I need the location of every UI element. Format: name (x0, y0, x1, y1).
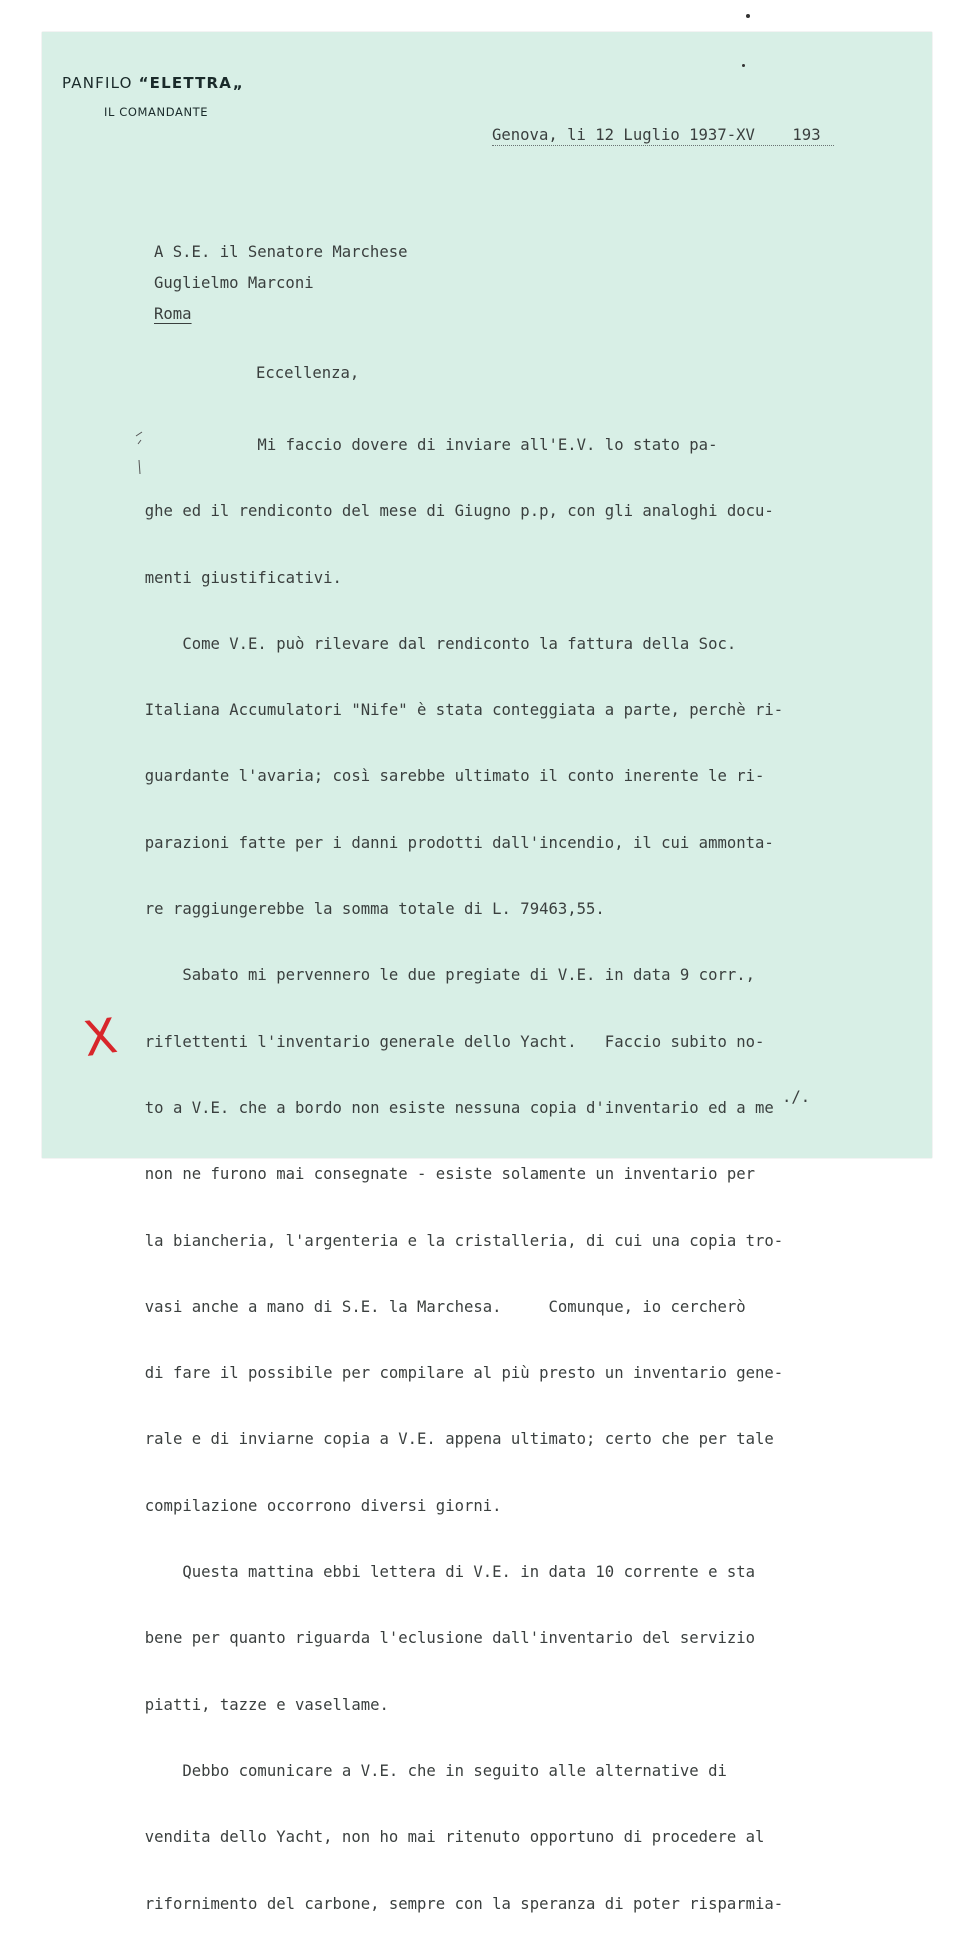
recipient-line-2: Guglielmo Marconi (154, 274, 314, 292)
date-line: Genova, li 12 Luglio 1937-XV 193 (492, 126, 834, 146)
body-line: vendita dello Yacht, non ho mai ritenuto opportuno di procedere al (126, 1828, 765, 1847)
body-line: Italiana Accumulatori "Nife" è stata conteggiata a parte, perchè ri- (126, 701, 784, 720)
body-line: Debbo comunicare a V.E. che in seguito alle alternative di (126, 1761, 727, 1780)
body-line: Mi faccio dovere di inviare all'E.V. lo stato pa- (126, 436, 718, 454)
body-line: guardante l'avaria; così sarebbe ultimato il conto inerente le ri- (126, 767, 765, 786)
red-x-annotation: X (80, 1007, 121, 1069)
recipient-line-3: Roma (154, 305, 192, 323)
body-line: Sabato mi pervennero le due pregiate di V.E. in data 9 corr., (126, 966, 756, 985)
margin-pencil-mark (134, 430, 144, 474)
salutation: Eccellenza, (256, 364, 360, 382)
body-line: piatti, tazze e vasellame. (126, 1695, 389, 1714)
body-line: parazioni fatte per i danni prodotti dall'incendio, il cui ammonta- (126, 833, 774, 852)
letterhead-vessel (62, 74, 244, 92)
body-line: Questa mattina ebbi lettera di V.E. in data 10 corrente e sta (126, 1563, 756, 1582)
body-line: non ne furono mai consegnate - esiste solamente un inventario per (126, 1165, 756, 1184)
recipient-line-1: A S.E. il Senatore Marchese (154, 243, 408, 261)
letterhead-role: IL COMANDANTE (104, 105, 209, 119)
paper-speck (742, 64, 745, 67)
letter-body (126, 394, 783, 1937)
body-line: rale e di inviarne copia a V.E. appena ultimato; certo che per tale (126, 1430, 774, 1449)
letterhead-prefix: PANFILO (62, 74, 139, 92)
body-line: vasi anche a mano di S.E. la Marchesa. Comunque, io cercherò (126, 1297, 746, 1316)
body-line: ghe ed il rendiconto del mese di Giugno p.p, con gli analoghi docu- (126, 502, 774, 521)
continuation-mark: ./. (782, 1088, 811, 1106)
body-line: bene per quanto riguarda l'eclusione dall'inventario del servizio (126, 1629, 756, 1648)
body-line: Come V.E. può rilevare dal rendiconto la fattura della Soc. (126, 634, 737, 653)
body-line: menti giustificativi. (126, 568, 342, 587)
body-line: re raggiungerebbe la somma totale di L. 79463,55. (126, 900, 605, 919)
paper-speck (746, 14, 750, 18)
body-line: di fare il possibile per compilare al più presto un inventario gene- (126, 1364, 784, 1383)
body-line: riflettenti l'inventario generale dello Yacht. Faccio subito no- (126, 1032, 765, 1051)
letterhead-vessel-name: “ELETTRA„ (138, 74, 244, 92)
body-line: to a V.E. che a bordo non esiste nessuna copia d'inventario ed a me (126, 1098, 774, 1117)
body-line: la biancheria, l'argenteria e la cristalleria, di cui una copia tro- (126, 1231, 784, 1250)
body-line: compilazione occorrono diversi giorni. (126, 1496, 502, 1515)
body-line: rifornimento del carbone, sempre con la speranza di poter risparmia- (126, 1894, 784, 1913)
